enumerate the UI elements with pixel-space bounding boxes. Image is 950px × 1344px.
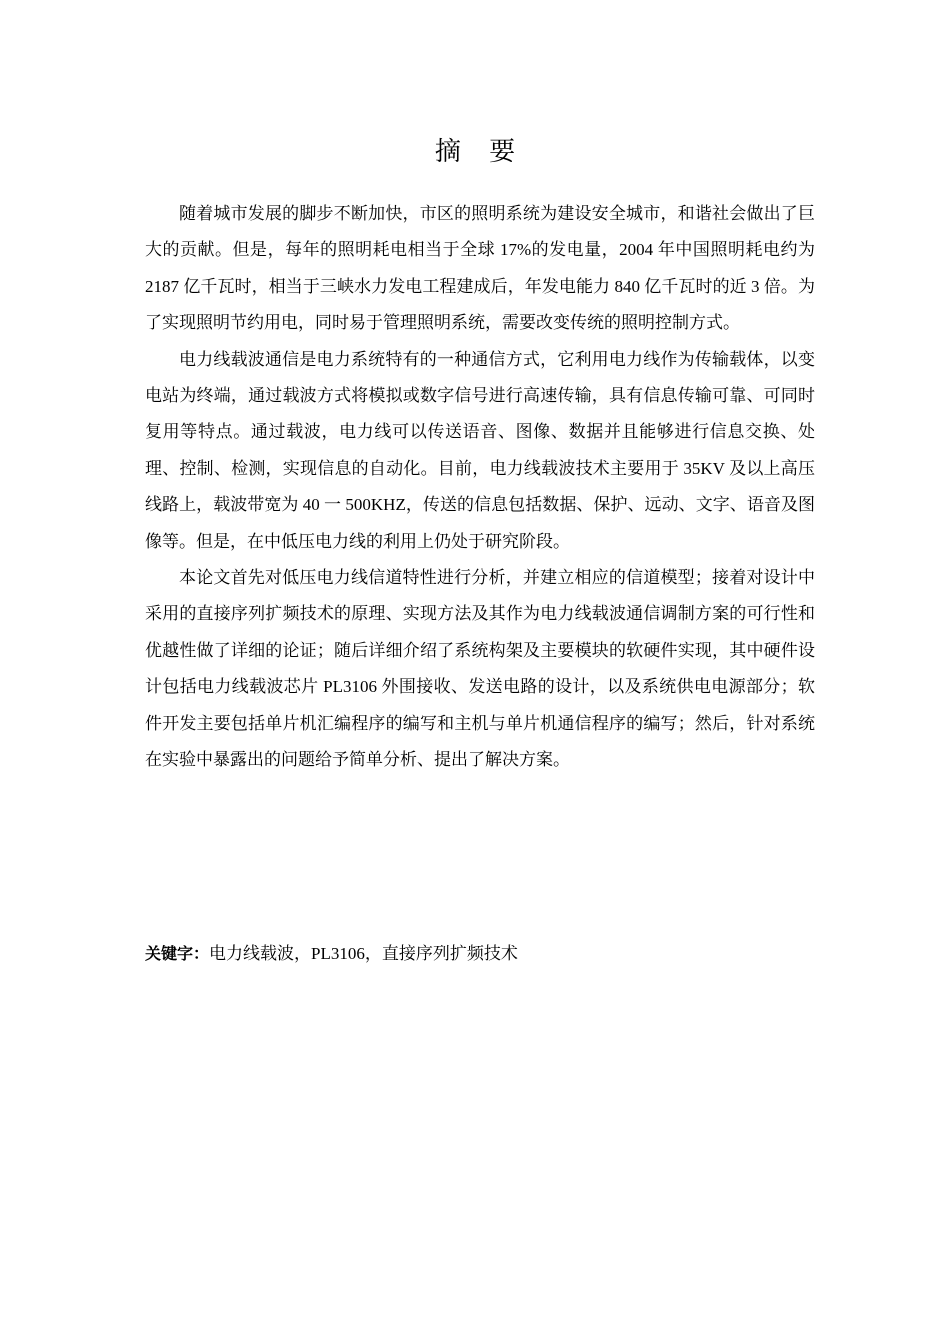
keywords-line — [145, 936, 815, 972]
abstract-paragraph-1: 随着城市发展的脚步不断加快，市区的照明系统为建设安全城市，和谐社会做出了巨大的贡献。但是，每年的照明耗电相当于全球 17%的发电量，2004 年中国照明耗电约为 2187 亿千瓦时，相当于三峡水力发电工程建成后，年发电能力 840 亿千瓦时的近 3 倍。为了实现照明节约用电，同时易于管理照明系统，需要改变传统的照明控制方式。 — [145, 204, 815, 333]
abstract-body — [145, 196, 815, 779]
keywords-value: 电力线载波，PL3106，直接序列扩频技术 — [209, 944, 518, 963]
abstract-paragraph-2: 电力线载波通信是电力系统特有的一种通信方式，它利用电力线作为传输载体，以变电站为终端，通过载波方式将模拟或数字信号进行高速传输，具有信息传输可靠、可同时复用等特点。通过载波，电力线可以传送语音、图像、数据并且能够进行信息交换、处理、控制、检测，实现信息的自动化。目前，电力线载波技术主要用于 35KV 及以上高压线路上，载波带宽为 40 一 500KHZ，传送的信息包括数据、保护、远动、文字、语音及图像等。但是，在中低压电力线的利用上仍处于研究阶段。 — [145, 349, 815, 551]
keywords-label: 关键字： — [145, 944, 210, 963]
abstract-paragraph-3: 本论文首先对低压电力线信道特性进行分析，并建立相应的信道模型；接着对设计中采用的直接序列扩频技术的原理、实现方法及其作为电力线载波通信调制方案的可行性和优越性做了详细的论证；随后详细介绍了系统构架及主要模块的软硬件实现，其中硬件设计包括电力线载波芯片 PL3106 外围接收、发送电路的设计，以及系统供电电源部分；软件开发主要包括单片机汇编程序的编写和主机与单片机通信程序的编写；然后，针对系统在实验中暴露出的问题给予简单分析、提出了解决方案。 — [145, 568, 815, 770]
page-title: 摘 要 — [434, 137, 526, 167]
